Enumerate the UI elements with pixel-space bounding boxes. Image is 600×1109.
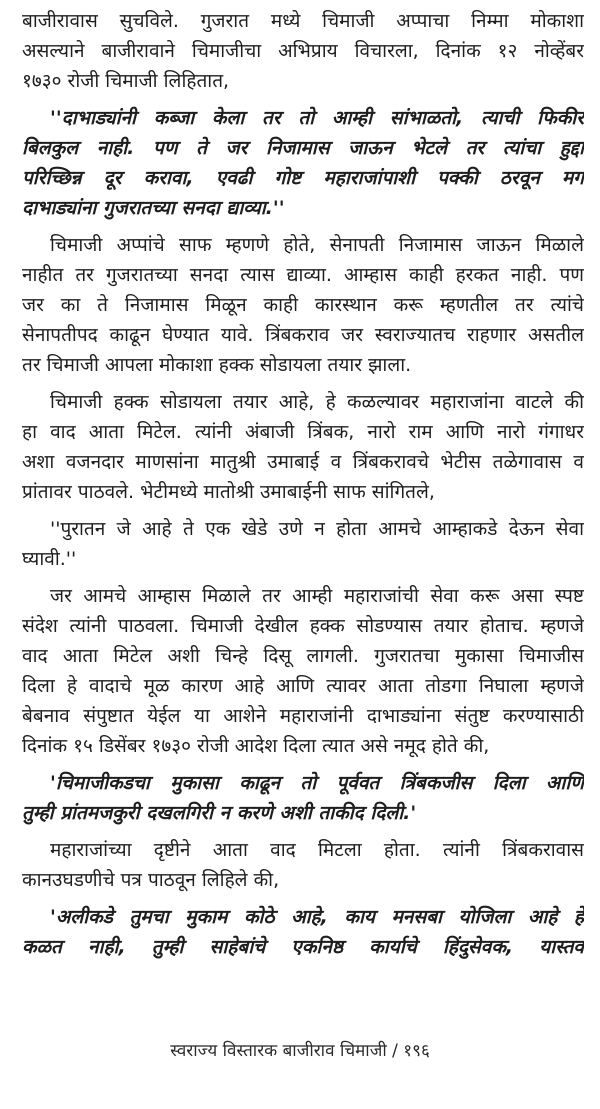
page-body bbox=[22, 6, 584, 962]
text-line: बेबनाव संपुष्टात येईल या आशेने महाराजांनी दाभाड्यांना संतुष्ट करण्यासाठी bbox=[22, 705, 584, 727]
text-line: असल्याने बाजीरावाने चिमाजीचा अभिप्राय विचारला, दिनांक १२ नोव्हेंबर bbox=[22, 40, 584, 62]
text-line: १७३० रोजी चिमाजी लिहितात, bbox=[22, 70, 230, 92]
text-paragraph bbox=[22, 230, 584, 380]
page-footer: स्वराज्य विस्तारक बाजीराव चिमाजी / १९६ bbox=[170, 1041, 430, 1061]
text-line: बाजीरावास सुचविले. गुजरात मध्ये चिमाजी अप्पाचा निम्मा मोकाशा bbox=[22, 10, 584, 32]
text-line: जर आमचे आम्हास मिळाले तर आम्ही महाराजांची सेवा करू असा स्पष्ट bbox=[50, 585, 584, 607]
text-line: ''पुरातन जे आहे ते एक खेडे उणे न होता आमचे आम्हाकडे देऊन सेवा bbox=[50, 518, 584, 540]
text-paragraph bbox=[22, 514, 584, 574]
paragraph-gap bbox=[22, 507, 584, 514]
quote-paragraph bbox=[22, 768, 584, 828]
text-line: घ्यावी.'' bbox=[22, 548, 77, 570]
text-paragraph bbox=[22, 387, 584, 507]
text-line: प्रांतावर पाठवले. भेटीमध्ये मातोश्री उमाबाईनी साफ सांगितले, bbox=[22, 481, 435, 503]
text-line: कळत नाही, तुम्ही साहेबांचे एकनिष्ठ कार्याचे हिंदुसेवक, यास्तव bbox=[22, 936, 584, 958]
text-line: नाहीत तर गुजरातच्या सनदा त्यास द्याव्या. आम्हास काही हरकत नाही. पण bbox=[22, 264, 584, 286]
text-line: वाद आता मिटेल अशी चिन्हे दिसू लागली. गुजरातचा मुकासा चिमाजीस bbox=[22, 645, 584, 667]
text-paragraph bbox=[22, 6, 584, 96]
text-line: 'चिमाजीकडचा मुकासा काढून तो पूर्ववत त्रिंबकजीस दिला आणि bbox=[50, 772, 584, 794]
text-line: जर का ते निजामास मिळून काही कारस्थान करू म्हणतील तर त्यांचे bbox=[22, 294, 584, 316]
text-line: बिलकुल नाही. पण ते जर निजामास जाऊन भेटले तर त्यांचा हुद्दा bbox=[22, 137, 584, 159]
paragraph-gap bbox=[22, 223, 584, 230]
text-line: संदेश त्यांनी पाठवला. चिमाजी देखील हक्क सोडण्यास तयार होताच. म्हणजे bbox=[22, 615, 584, 637]
text-paragraph bbox=[22, 835, 584, 895]
text-paragraph bbox=[22, 581, 584, 761]
text-line: चिमाजी अप्पांचे साफ म्हणणे होते, सेनापती निजामास जाऊन मिळाले bbox=[50, 234, 584, 256]
text-line: परिच्छिन्न दूर करावा, एवढी गोष्ट महाराजांपाशी पक्की ठरवून मग bbox=[22, 167, 584, 189]
text-line: 'अलीकडे तुमचा मुकाम कोठे आहे, काय मनसबा योजिला आहे हे bbox=[50, 906, 584, 928]
paragraph-gap bbox=[22, 895, 584, 902]
paragraph-gap bbox=[22, 828, 584, 835]
text-line: दाभाड्यांना गुजरातच्या सनदा द्याव्या.'' bbox=[22, 197, 285, 219]
paragraph-gap bbox=[22, 96, 584, 103]
text-line: तुम्ही प्रांतमजकुरी दखलगिरी न करणे अशी ताकीद दिली.' bbox=[22, 802, 417, 824]
paragraph-gap bbox=[22, 380, 584, 387]
paragraph-gap bbox=[22, 574, 584, 581]
quote-paragraph bbox=[22, 902, 584, 962]
text-line: चिमाजी हक्क सोडायला तयार आहे, हे कळल्यावर महाराजांना वाटले की bbox=[50, 391, 584, 413]
paragraph-gap bbox=[22, 761, 584, 768]
quote-paragraph bbox=[22, 103, 584, 223]
text-line: तर चिमाजी आपला मोकाशा हक्क सोडायला तयार झाला. bbox=[22, 354, 412, 376]
text-line: दिनांक १५ डिसेंबर १७३० रोजी आदेश दिला त्यात असे नमूद होते की, bbox=[22, 735, 490, 757]
text-line: हा वाद आता मिटेल. त्यांनी अंबाजी त्रिंबक, नारो राम आणि नारो गंगाधर bbox=[22, 421, 584, 443]
text-line: कानउघडणीचे पत्र पाठवून लिहिले की, bbox=[22, 869, 280, 891]
text-line: ''दाभाड्यांनी कब्जा केला तर तो आम्ही सांभाळतो, त्याची फिकीर bbox=[50, 107, 584, 129]
text-line: सेनापतीपद काढून घेण्यात यावे. त्रिंबकराव जर स्वराज्यातच राहणार असतील bbox=[22, 324, 584, 346]
text-line: दिला हे वादाचे मूळ कारण आहे आणि त्यावर आता तोडगा निघाला म्हणजे bbox=[22, 675, 584, 697]
text-line: अशा वजनदार माणसांना मातुश्री उमाबाई व त्रिंबकरावचे भेटीस तळेगावास व bbox=[22, 451, 584, 473]
text-line: महाराजांच्या दृष्टीने आता वाद मिटला होता. त्यांनी त्रिंबकरावास bbox=[50, 839, 584, 861]
